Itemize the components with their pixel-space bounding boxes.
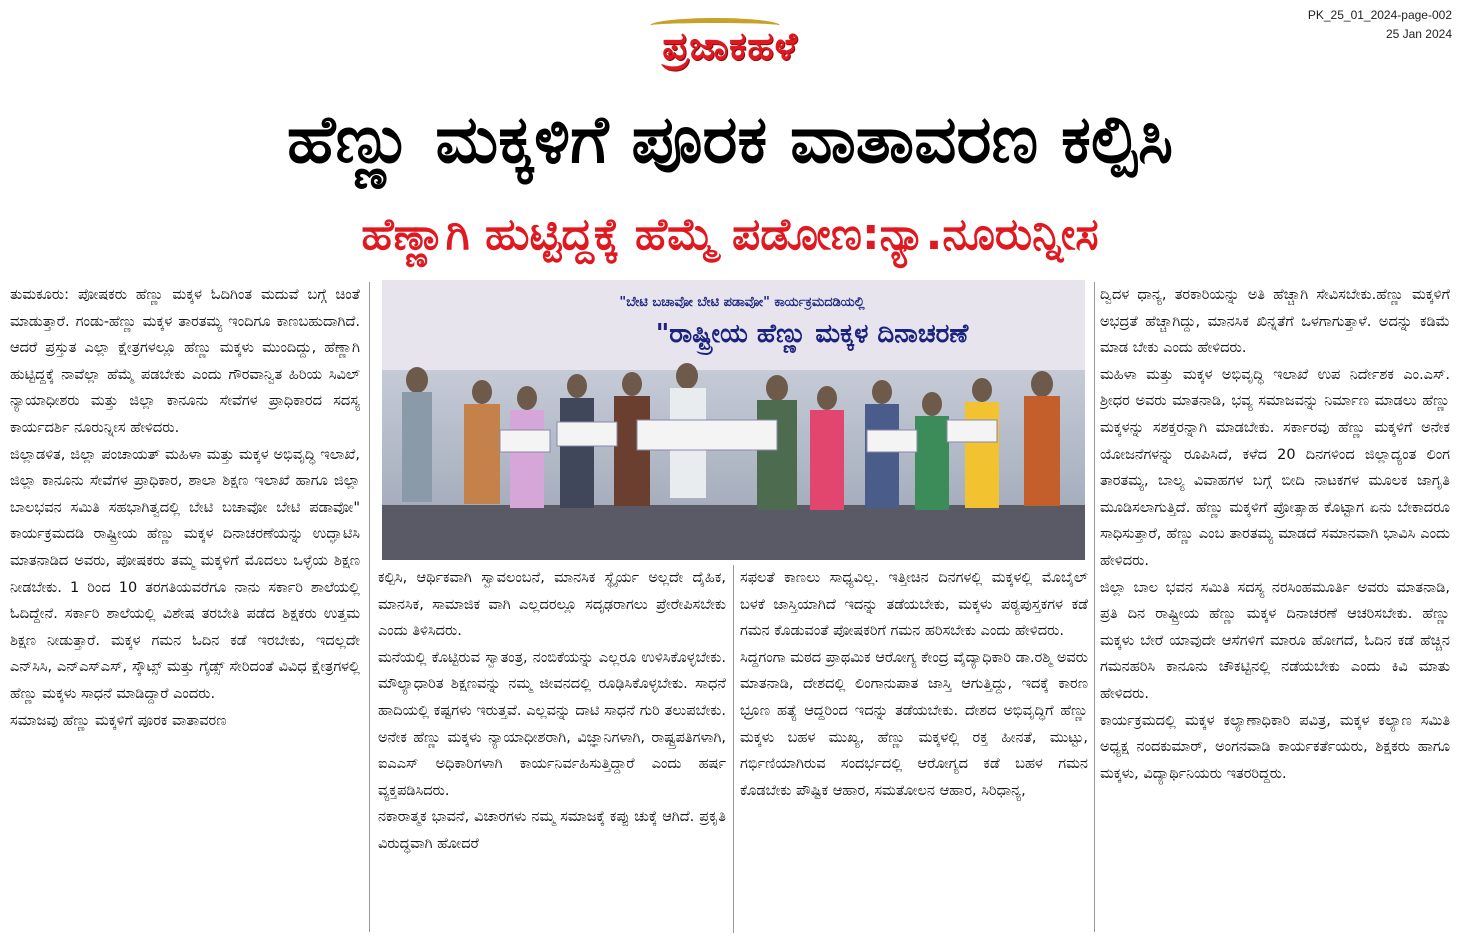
column-divider (733, 565, 734, 933)
photo-banner-line-2: "ರಾಷ್ಟ್ರೀಯ ಹೆಣ್ಣು ಮಕ್ಕಳ ದಿನಾಚರಣೆ (655, 319, 969, 349)
masthead-logo: ಪ್ರಜಾಕಹಳೆ (662, 23, 798, 68)
paragraph: ಸಿದ್ದಗಂಗಾ ಮಠದ ಪ್ರಾಥಮಿಕ ಆರೋಗ್ಯ ಕೇಂದ್ರ ವೈದ್ಯಾಧಿಕಾರಿ ಡಾ.ರಶ್ಮಿ ಅವರು ಮಾತನಾಡಿ, ದೇಶದಲ್ಲಿ ಲಿಂಗಾನುಪಾತ ಜಾಸ್ತಿ ಆಗುತ್ತಿದ್ದು, ಇದಕ್ಕೆ ಕಾರಣ ಭ್ರೂಣ ಹತ್ಯೆ ಆದ್ದರಿಂದ ಇದನ್ನು ತಡೆಯಬೇಕು. ದೇಶದ ಅಭಿವೃದ್ಧಿಗೆ ಹೆಣ್ಣು ಮಕ್ಕಳು ಬಹಳ ಮುಖ್ಯ, ಹೆಣ್ಣು ಮಕ್ಕಳಲ್ಲಿ ರಕ್ತ ಹೀನತೆ, ಮುಟ್ಟು, ಗರ್ಭಿಣಿಯಾಗಿರುವ ಸಂದರ್ಭದಲ್ಲಿ ಆರೋಗ್ಯದ ಕಡೆ ಬಹಳ ಗಮನ ಕೊಡಬೇಕು ಪೌಷ್ಟಿಕ ಆಹಾರ, ಸಮತೋಲನ ಆಹಾರ, ಸಿರಿಧಾನ್ಯ, (740, 649, 1088, 799)
paragraph: ಜಿಲ್ಲಾಡಳಿತ, ಜಿಲ್ಲಾ ಪಂಚಾಯತ್ ಮಹಿಳಾ ಮತ್ತು ಮಕ್ಕಳ ಅಭಿವೃದ್ಧಿ ಇಲಾಖೆ, ಜಿಲ್ಲಾ ಕಾನೂನು ಸೇವೆಗಳ ಪ್ರಾಧಿಕಾರ, ಶಾಲಾ ಶಿಕ್ಷಣ ಇಲಾಖೆ ಹಾಗೂ ಜಿಲ್ಲಾ ಬಾಲಭವನ ಸಮಿತಿ ಸಹಭಾಗಿತ್ವದಲ್ಲಿ ಬೇಟಿ ಬಚಾವೋ ಬೇಟಿ ಪಡಾವೋ" ಕಾರ್ಯಕ್ರಮದಡಿ ರಾಷ್ಟ್ರೀಯ ಹೆಣ್ಣು ಮಕ್ಕಳ ದಿನಾಚರಣೆಯನ್ನು ಉದ್ಘಾಟಿಸಿ ಮಾತನಾಡಿದ ಅವರು, ಪೋಷಕರು ತಮ್ಮ ಮಕ್ಕಳಿಗೆ ಮೊದಲು ಒಳ್ಳೆಯ ಶಿಕ್ಷಣ ನೀಡಬೇಕು. 1 ರಿಂದ 10 ತರಗತಿಯವರೆಗೂ ನಾನು ಸರ್ಕಾರಿ ಶಾಲೆಯಲ್ಲಿ ಓದಿದ್ದೇನೆ. ಸರ್ಕಾರಿ ಶಾಲೆಯಲ್ಲಿ ವಿಶೇಷ ತರಬೇತಿ ಪಡೆದ ಶಿಕ್ಷಕರು ಉತ್ತಮ ಶಿಕ್ಷಣ ನೀಡುತ್ತಾರೆ. ಮಕ್ಕಳ ಗಮನ ಓದಿನ ಕಡೆ ಇರಬೇಕು, ಇದಲ್ಲದೇ ಎನ್‌ಸಿಸಿ, ಎನ್‌ಎಸ್‌ಎಸ್, ಸ್ಕೌಟ್ಸ್ ಮತ್ತು ಗೈಡ್ಸ್ ಸೇರಿದಂತೆ ವಿವಿಧ ಕ್ಷೇತ್ರಗಳಲ್ಲಿ ಹೆಣ್ಣು ಮಕ್ಕಳು ಸಾಧನೆ ಮಾಡಿದ್ದಾರೆ ಎಂದರು. (10, 446, 360, 702)
paragraph: ನಕಾರಾತ್ಮಕ ಭಾವನೆ, ವಿಚಾರಗಳು ನಮ್ಮ ಸಮಾಜಕ್ಕೆ ಕಪ್ಪು ಚುಕ್ಕೆ ಆಗಿದೆ. ಪ್ರಕೃತಿ ವಿರುದ್ಧವಾಗಿ ಹೋದರೆ (378, 809, 726, 852)
article-column-1 (10, 282, 360, 932)
page-code: PK_25_01_2024-page-002 (1307, 8, 1452, 22)
paragraph: ಮಹಿಳಾ ಮತ್ತು ಮಕ್ಕಳ ಅಭಿವೃದ್ಧಿ ಇಲಾಖೆ ಉಪ ನಿರ್ದೇಶಕ ಎಂ.ಎಸ್. ಶ್ರೀಧರ ಅವರು ಮಾತನಾಡಿ, ಭವ್ಯ ಸಮಾಜವನ್ನು ನಿರ್ಮಾಣ ಮಾಡಲು ಹೆಣ್ಣು ಮಕ್ಕಳನ್ನು ಸಶಕ್ತರನ್ನಾಗಿ ಮಾಡಬೇಕು. ಸರ್ಕಾರವು ಹೆಣ್ಣು ಮಕ್ಕಳಿಗೆ ಅನೇಕ ಯೋಜನೆಗಳನ್ನು ರೂಪಿಸಿದೆ, ಕಳೆದ 20 ದಿನಗಳಿಂದ ಜಿಲ್ಲಾದ್ಯಂತ ಲಿಂಗ ತಾರತಮ್ಯ, ಬಾಲ್ಯ ವಿವಾಹಗಳ ಬಗ್ಗೆ ಬೀದಿ ನಾಟಕಗಳ ಮೂಲಕ ಜಾಗೃತಿ ಮೂಡಿಸಲಾಗುತ್ತಿದೆ. ಹೆಣ್ಣು ಮಕ್ಕಳಿಗೆ ಪ್ರೋತ್ಸಾಹ ಕೊಟ್ಟಾಗ ಏನು ಬೇಕಾದರೂ ಸಾಧಿಸುತ್ತಾರೆ, ಹೆಣ್ಣು ಎಂಬ ತಾರತಮ್ಯ ಮಾಡದೆ ಸಮಾನವಾಗಿ ಭಾವಿಸಿ ಎಂದು ಹೇಳಿದರು. (1100, 366, 1450, 569)
column-divider (369, 282, 370, 932)
paragraph: ದ್ವಿದಳ ಧಾನ್ಯ, ತರಕಾರಿಯನ್ನು ಅತಿ ಹೆಚ್ಚಾಗಿ ಸೇವಿಸಬೇಕು.ಹೆಣ್ಣು ಮಕ್ಕಳಿಗೆ ಅಭದ್ರತೆ ಹೆಚ್ಚಾಗಿದ್ದು, ಮಾನಸಿಕ ಖಿನ್ನತೆಗೆ ಒಳಗಾಗುತ್ತಾಳೆ. ಅದನ್ನು ಕಡಿಮೆ ಮಾಡ ಬೇಕು ಎಂದು ಹೇಳಿದರು. (1100, 287, 1450, 357)
paragraph: ಸಫಲತೆ ಕಾಣಲು ಸಾಧ್ಯವಿಲ್ಲ. ಇತ್ತೀಚಿನ ದಿನಗಳಲ್ಲಿ ಮಕ್ಕಳಲ್ಲಿ ಮೊಬೈಲ್ ಬಳಕೆ ಜಾಸ್ತಿಯಾಗಿದೆ ಇದನ್ನು ತಡೆಯಬೇಕು, ಮಕ್ಕಳು ಪಠ್ಯಪುಸ್ತಕಗಳ ಕಡೆ ಗಮನ ಕೊಡುವಂತೆ ಪೋಷಕರಿಗೆ ಗಮನ ಹರಿಸಬೇಕು ಎಂದು ಹೇಳಿದರು. (740, 570, 1088, 640)
masthead (600, 22, 860, 70)
event-photo-illustration (382, 280, 1085, 560)
article-column-2 (378, 565, 726, 933)
headline: ಹೆಣ್ಣು ಮಕ್ಕಳಿಗೆ ಪೂರಕ ವಾತಾವರಣ ಕಲ್ಪಿಸಿ (286, 101, 1174, 178)
paragraph: ಮನೆಯಲ್ಲಿ ಕೊಟ್ಟಿರುವ ಸ್ವಾತಂತ್ರ, ನಂಬಿಕೆಯನ್ನು ಎಲ್ಲರೂ ಉಳಿಸಿಕೊಳ್ಳಬೇಕು. ಮೌಲ್ಯಾಧಾರಿತ ಶಿಕ್ಷಣವನ್ನು ನಮ್ಮ ಜೀವನದಲ್ಲಿ ರೂಢಿಸಿಕೊಳ್ಳಬೇಕು. ಸಾಧನೆ ಹಾದಿಯಲ್ಲಿ ಕಷ್ಟಗಳು ಇರುತ್ತವೆ. ಎಲ್ಲವನ್ನು ದಾಟಿ ಸಾಧನೆ ಗುರಿ ತಲುಪಬೇಕು. ಅನೇಕ ಹೆಣ್ಣು ಮಕ್ಕಳು ನ್ಯಾಯಾಧೀಶರಾಗಿ, ವಿಜ್ಞಾನಿಗಳಾಗಿ, ರಾಷ್ಟ್ರಪತಿಗಳಾಗಿ, ಐಎಎಸ್ ಅಧಿಕಾರಿಗಳಾಗಿ ಕಾರ್ಯನಿರ್ವಹಿಸುತ್ತಿದ್ದಾರೆ ಎಂದು ಹರ್ಷ ವ್ಯಕ್ತಪಡಿಸಿದರು. (378, 649, 726, 799)
paragraph: ಕಲ್ಪಿಸಿ, ಆರ್ಥಿಕವಾಗಿ ಸ್ವಾವಲಂಬನೆ, ಮಾನಸಿಕ ಸ್ಥೈರ್ಯ ಅಲ್ಲದೇ ದೈಹಿಕ, ಮಾನಸಿಕ, ಸಾಮಾಜಿಕ ವಾಗಿ ಎಲ್ಲದರಲ್ಲೂ ಸದೃಢರಾಗಲು ಪ್ರೇರೇಪಿಸಬೇಕು ಎಂದು ತಿಳಿಸಿದರು. (378, 570, 726, 640)
photo-banner-line-1: "ಬೇಟಿ ಬಚಾವೋ ಬೇಟಿ ಪಡಾವೋ" ಕಾರ್ಯಕ್ರಮದಡಿಯಲ್ಲಿ (619, 295, 865, 310)
article-column-4 (1100, 282, 1450, 932)
paragraph: ಸಮಾಜವು ಹೆಣ್ಣು ಮಕ್ಕಳಿಗೆ ಪೂರಕ ವಾತಾವರಣ (10, 712, 227, 729)
subheadline: ಹೆಣ್ಣಾಗಿ ಹುಟ್ಟಿದ್ದಕ್ಕೆ ಹೆಮ್ಮೆ ಪಡೋಣ:ನ್ಯಾ.ನೂರುನ್ನೀಸ (361, 209, 1099, 260)
paragraph: ಜಿಲ್ಲಾ ಬಾಲ ಭವನ ಸಮಿತಿ ಸದಸ್ಯ ನರಸಿಂಹಮೂರ್ತಿ ಅವರು ಮಾತನಾಡಿ, ಪ್ರತಿ ದಿನ ರಾಷ್ಟ್ರೀಯ ಹೆಣ್ಣು ಮಕ್ಕಳ ದಿನಾಚರಣೆ ಆಚರಿಸಬೇಕು. ಹೆಣ್ಣು ಮಕ್ಕಳು ಬೇರೆ ಯಾವುದೇ ಆಸೆಗಳಿಗೆ ಮಾರೂ ಹೋಗದೆ, ಓದಿನ ಕಡೆ ಹೆಚ್ಚಿನ ಗಮನಹರಿಸಿ ಕಾನೂನು ಚೌಕಟ್ಟಿನಲ್ಲಿ ನಡೆಯಬೇಕು ಎಂದು ಕಿವಿ ಮಾತು ಹೇಳಿದರು. (1100, 579, 1450, 702)
page-date: 25 Jan 2024 (1385, 27, 1452, 41)
paragraph: ಕಾರ್ಯಕ್ರಮದಲ್ಲಿ ಮಕ್ಕಳ ಕಲ್ಯಾಣಾಧಿಕಾರಿ ಪವಿತ್ರ, ಮಕ್ಕಳ ಕಲ್ಯಾಣ ಸಮಿತಿ ಅಧ್ಯಕ್ಷ ನಂದಕುಮಾರ್, ಅಂಗನವಾಡಿ ಕಾರ್ಯಕರ್ತೆಯರು, ಶಿಕ್ಷಕರು ಹಾಗೂ ಮಕ್ಕಳು, ವಿದ್ಯಾರ್ಥಿನಿಯರು ಇತರರಿದ್ದರು. (1100, 712, 1450, 782)
page-identifier (1252, 6, 1452, 44)
column-divider (1094, 282, 1095, 932)
event-photo (382, 280, 1085, 560)
article-column-3 (740, 565, 1088, 933)
paragraph: ತುಮಕೂರು: ಪೋಷಕರು ಹೆಣ್ಣು ಮಕ್ಕಳ ಓದಿಗಿಂತ ಮದುವೆ ಬಗ್ಗೆ ಚಿಂತೆ ಮಾಡುತ್ತಾರೆ. ಗಂಡು-ಹೆಣ್ಣು ಮಕ್ಕಳ ತಾರತಮ್ಯ ಇಂದಿಗೂ ಕಾಣಬಹುದಾಗಿದೆ. ಆದರೆ ಪ್ರಸ್ತುತ ಎಲ್ಲಾ ಕ್ಷೇತ್ರಗಳಲ್ಲೂ ಹೆಣ್ಣು ಮಕ್ಕಳು ಮುಂದಿದ್ದು, ಹೆಣ್ಣಾಗಿ ಹುಟ್ಟಿದ್ದಕ್ಕೆ ನಾವೆಲ್ಲಾ ಹೆಮ್ಮೆ ಪಡಬೇಕು ಎಂದು ಗೌರವಾನ್ವಿತ ಹಿರಿಯ ಸಿವಿಲ್ ನ್ಯಾಯಾಧೀಶರು ಮತ್ತು ಜಿಲ್ಲಾ ಕಾನೂನು ಸೇವೆಗಳ ಪ್ರಾಧಿಕಾರದ ಸದಸ್ಯ ಕಾರ್ಯದರ್ಶಿ ನೂರುನ್ನೀಸ ಹೇಳಿದರು. (10, 287, 360, 436)
